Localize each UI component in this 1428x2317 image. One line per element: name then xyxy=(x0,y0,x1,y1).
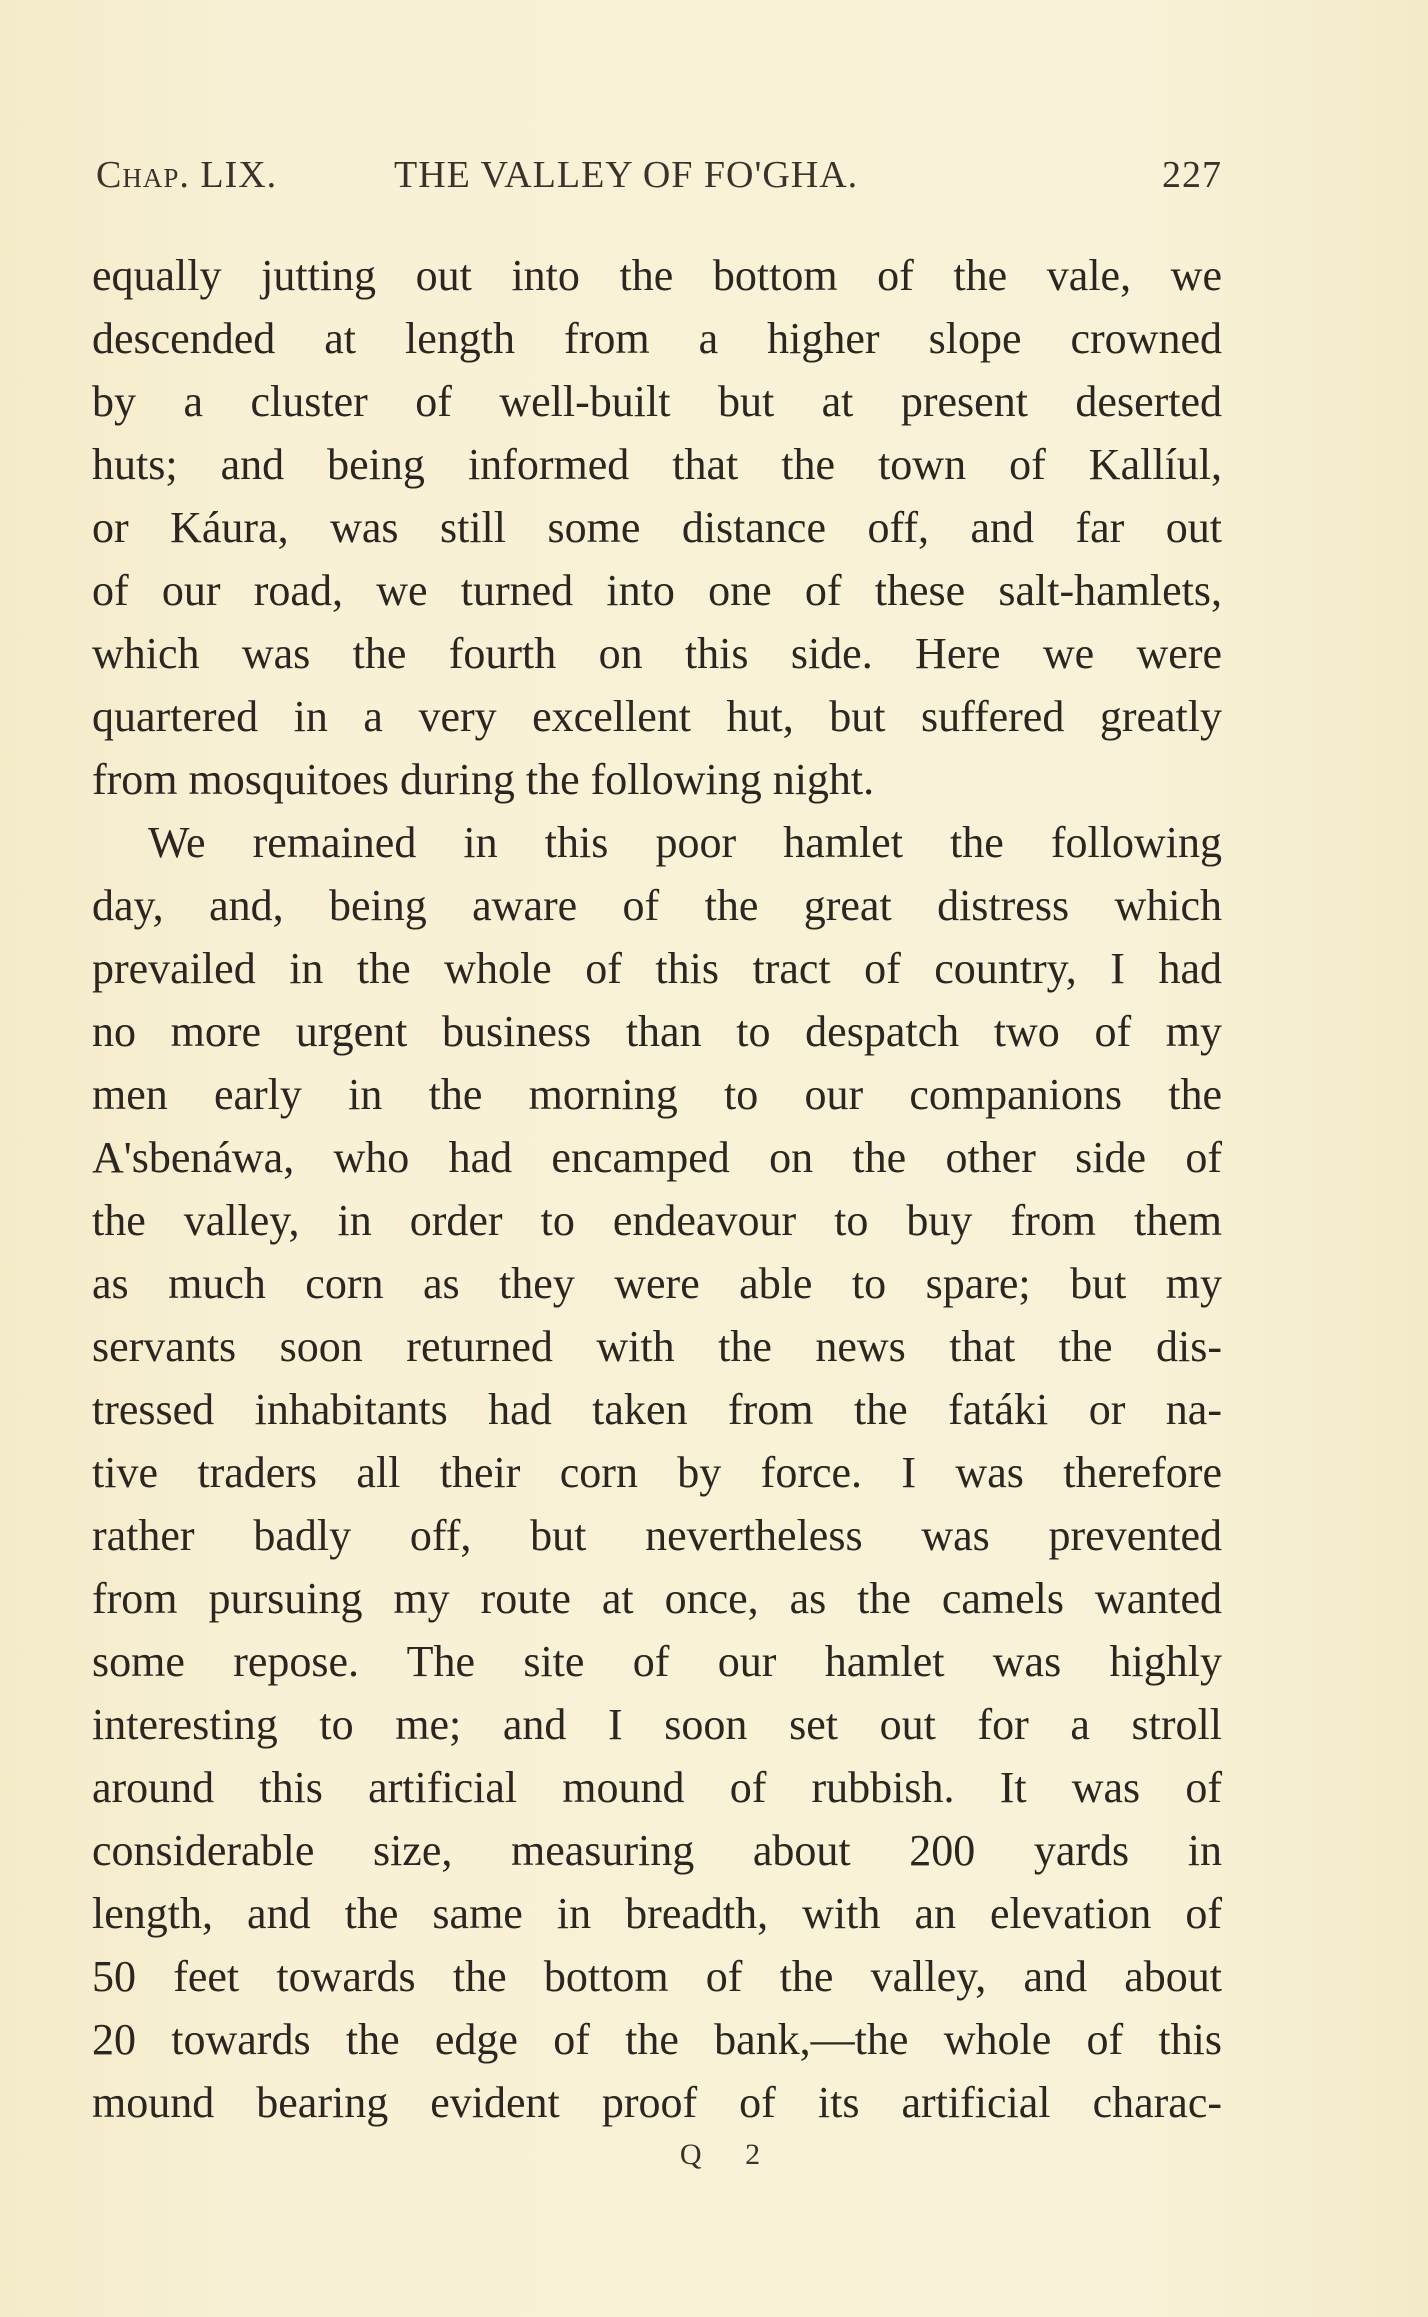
text-line: as much corn as they were able to spare; but my xyxy=(92,1259,1222,1308)
text-line: or Káura, was still some distance off, and far out xyxy=(92,503,1222,552)
running-title: THE VALLEY OF FO'GHA. xyxy=(394,154,859,196)
text-line: tressed inhabitants had taken from the fatáki or na- xyxy=(92,1385,1222,1434)
text-line: interesting to me; and I soon set out for a stroll xyxy=(92,1700,1222,1749)
text-line: day, and, being aware of the great distress which xyxy=(92,881,1222,930)
signature-mark: Q 2 xyxy=(679,2138,779,2171)
text-line: some repose. The site of our hamlet was highly xyxy=(92,1637,1222,1686)
text-line: quartered in a very excellent hut, but suffered greatly xyxy=(92,692,1222,741)
text-line: from pursuing my route at once, as the camels wanted xyxy=(92,1574,1222,1623)
text-line: the valley, in order to endeavour to buy from them xyxy=(92,1196,1222,1245)
text-line: of our road, we turned into one of these salt-hamlets, xyxy=(92,566,1222,615)
text-line: around this artificial mound of rubbish. It was of xyxy=(92,1763,1222,1812)
text-line: prevailed in the whole of this tract of country, I had xyxy=(92,944,1222,993)
chapter-label: Chap. LIX. xyxy=(96,154,278,196)
text-line: length, and the same in breadth, with an elevation of xyxy=(92,1889,1222,1938)
text-line: considerable size, measuring about 200 yards in xyxy=(92,1826,1222,1875)
text-line: from mosquitoes during the following night. xyxy=(92,755,875,804)
text-line: men early in the morning to our companions the xyxy=(92,1070,1222,1119)
page-number: 227 xyxy=(1162,154,1222,196)
text-line: equally jutting out into the bottom of the vale, we xyxy=(92,251,1222,300)
text-line: which was the fourth on this side. Here we were xyxy=(92,629,1222,678)
text-line: no more urgent business than to despatch two of my xyxy=(92,1007,1222,1056)
text-line: 50 feet towards the bottom of the valley, and about xyxy=(92,1952,1222,2001)
text-line: 20 towards the edge of the bank,—the whole of this xyxy=(92,2015,1222,2064)
text-line: by a cluster of well-built but at present deserted xyxy=(92,377,1222,426)
text-line: huts; and being informed that the town of Kallíul, xyxy=(92,440,1222,489)
text-line: rather badly off, but nevertheless was prevented xyxy=(92,1511,1222,1560)
text-line: descended at length from a higher slope crowned xyxy=(92,314,1222,363)
text-line: tive traders all their corn by force. I was therefore xyxy=(92,1448,1222,1497)
body-text xyxy=(92,244,1222,2134)
text-line: servants soon returned with the news that the dis- xyxy=(92,1322,1222,1371)
running-header xyxy=(96,153,1222,203)
text-line: We remained in this poor hamlet the following xyxy=(148,818,1222,867)
text-line: A'sbenáwa, who had encamped on the other side of xyxy=(92,1133,1222,1182)
text-line: mound bearing evident proof of its artificial charac- xyxy=(92,2078,1222,2127)
